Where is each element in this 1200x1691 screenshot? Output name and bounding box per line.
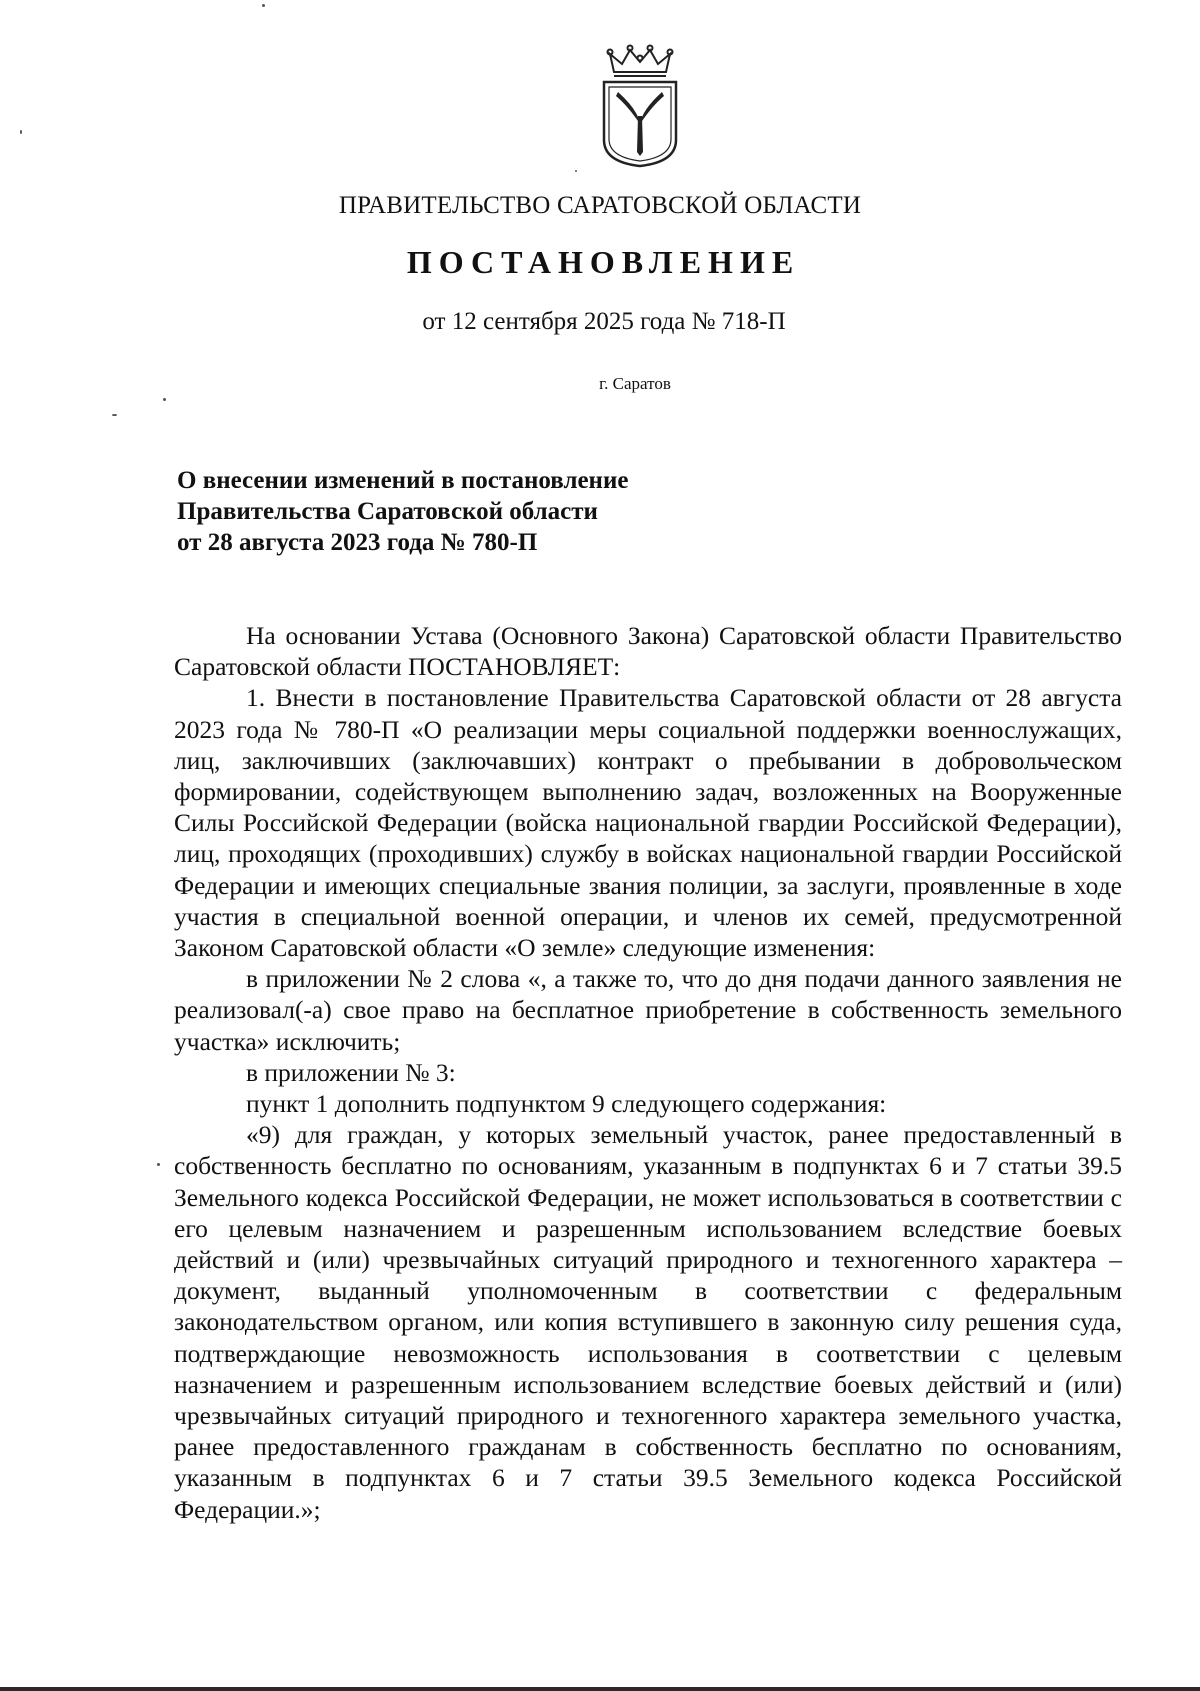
scan-speck bbox=[575, 170, 577, 172]
subject-line: от 28 августа 2023 года № 780-П bbox=[177, 529, 538, 556]
subject-line: О внесении изменений в постановление bbox=[177, 467, 629, 494]
scan-edge bbox=[0, 1687, 1200, 1691]
body-paragraph: пункт 1 дополнить подпунктом 9 следующего содержания: bbox=[246, 1089, 887, 1119]
document-subject bbox=[177, 465, 628, 558]
document-date-number: от 12 сентября 2025 года № 718-П bbox=[422, 308, 786, 335]
scan-speck bbox=[262, 4, 265, 7]
document-type: ПОСТАНОВЛЕНИЕ bbox=[406, 244, 801, 280]
body-paragraph: «9) для граждан, у которых земельный участок, ранее предоставленный в собственность бесплатно по основаниям, указанным в подпунктах 6 и 7 статьи 39.5 Земельного кодекса Российской Федерации, не может использоваться в соответствии с его целевым назначением и разрешенным использованием вследствие боевых действий и (или) чрезвычайных ситуаций природного и техногенного характера – документ, выданный уполномоченным в соответствии с федеральным законодательством органом, или копия вступившего в законную силу решения суда, подтверждающие невозможность использования в соответствии с целевым назначением и разрешенным использованием вследствие боевых действий и (или) чрезвычайных ситуаций природного и техногенного характера земельного участка, ранее предоставленного гражданам в собственность бесплатно по основаниям, указанным в подпунктах 6 и 7 статьи 39.5 Земельного кодекса Российской Федерации.»; bbox=[174, 1120, 1122, 1524]
body-paragraph: в приложении № 2 слова «, а также то, что до дня подачи данного заявления не реализовал(-а) свое право на бесплатное приобретение в собственность земельного участка» исключить; bbox=[174, 964, 1122, 1056]
scan-speck bbox=[20, 130, 22, 134]
scan-speck bbox=[157, 1163, 160, 1166]
body-paragraph: На основании Устава (Основного Закона) Саратовской области Правительство Саратовской области ПОСТАНОВЛЯЕТ: bbox=[174, 621, 1122, 682]
scan-speck bbox=[112, 414, 117, 416]
body-paragraph: в приложении № 3: bbox=[246, 1057, 456, 1087]
saratov-coat-of-arms-icon bbox=[598, 44, 682, 170]
document-body bbox=[174, 620, 1122, 1525]
scan-speck bbox=[163, 398, 166, 401]
subject-line: Правительства Саратовской области bbox=[177, 498, 598, 525]
organization-name: ПРАВИТЕЛЬСТВО САРАТОВСКОЙ ОБЛАСТИ bbox=[338, 192, 862, 219]
body-paragraph: 1. Внести в постановление Правительства Саратовской области от 28 августа 2023 года № 780-П «О реализации меры социальной поддержки военнослужащих, лиц, заключивших (заключавших) контракт о пребывании в добровольческом формировании, содействующем выполнению задач, возложенных на Вооруженные Силы Российской Федерации (войска национальной гвардии Российской Федерации), лиц, проходящих (проходивших) службу в войсках национальной гвардии Российской Федерации и имеющих специальные звания полиции, за заслуги, проявленные в ходе участия в специальной военной операции, и членов их семей, предусмотренной Законом Саратовской области «О земле» следующие изменения: bbox=[174, 683, 1122, 963]
document-city: г. Саратов bbox=[599, 374, 671, 393]
